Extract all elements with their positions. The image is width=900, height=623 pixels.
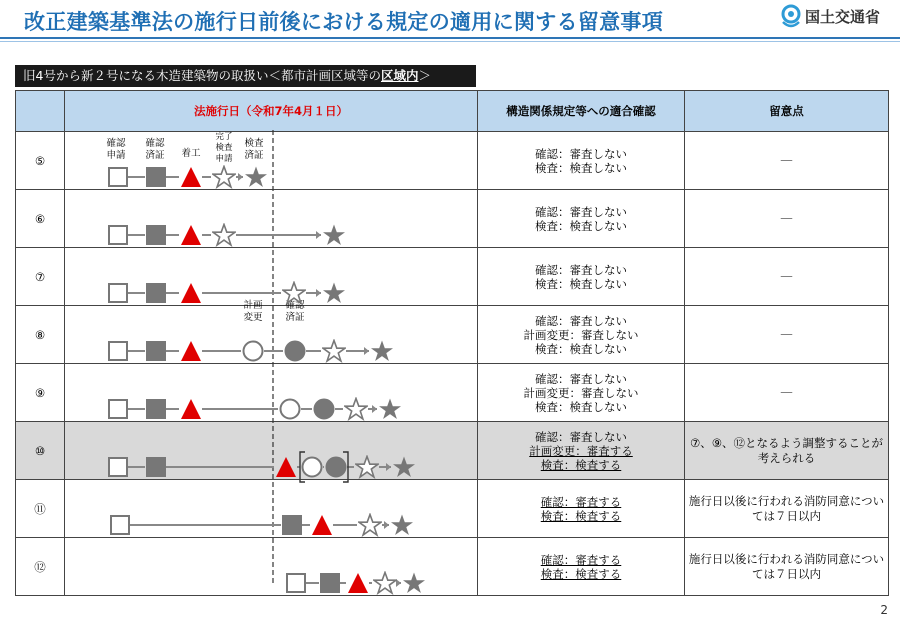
approval-square bbox=[147, 168, 165, 186]
application-square bbox=[109, 226, 127, 244]
label-approved-l1: 確認 bbox=[145, 138, 165, 149]
label-completion-l2: 検査 bbox=[215, 143, 233, 153]
conformity-line: 検査：検査しない bbox=[535, 276, 627, 291]
logo-text: 国土交通省 bbox=[805, 8, 881, 26]
note-cell: ⑦、⑨、⑫となるよう調整することが考えられる bbox=[685, 422, 889, 480]
timeline-arrowhead bbox=[372, 405, 377, 413]
timeline-arrowhead bbox=[316, 231, 321, 239]
construction-start-triangle bbox=[181, 341, 201, 361]
plan-change-circle bbox=[303, 458, 322, 477]
conformity-cell bbox=[478, 132, 685, 190]
inspection-certificate-star bbox=[371, 341, 393, 362]
section-label bbox=[15, 65, 476, 87]
timeline-arrowhead bbox=[316, 289, 321, 297]
note-cell: ― bbox=[685, 248, 889, 306]
label-completion-l3: 申請 bbox=[215, 154, 233, 164]
conformity-line: 検査：検査する bbox=[540, 457, 622, 472]
conformity-line: 確認：審査しない bbox=[535, 262, 627, 277]
inspection-certificate-star bbox=[323, 225, 345, 246]
conformity-line: 計画変更：審査しない bbox=[523, 327, 639, 342]
conformity-cell bbox=[478, 248, 685, 306]
conformity-line: 計画変更：審査する bbox=[529, 443, 633, 458]
note-cell: ― bbox=[685, 190, 889, 248]
conformity-cell bbox=[478, 306, 685, 364]
case-number: ⑥ bbox=[16, 190, 65, 248]
inspection-certificate-star bbox=[393, 457, 415, 478]
conformity-line: 検査：検査する bbox=[540, 566, 622, 581]
conformity-line: 確認：審査しない bbox=[535, 429, 627, 444]
case-number: ⑩ bbox=[16, 422, 65, 480]
inspection-certificate-star bbox=[379, 399, 401, 420]
change-approval-circle bbox=[315, 400, 334, 419]
completion-request-star bbox=[359, 515, 381, 536]
completion-request-star bbox=[345, 399, 367, 420]
mlit-logo-icon bbox=[780, 4, 802, 30]
application-square bbox=[109, 284, 127, 302]
conformity-cell bbox=[478, 480, 685, 538]
conformity-line: 確認：審査しない bbox=[535, 204, 627, 219]
section-label-prefix: 旧4号から新２号になる木造建築物の取扱い＜都市計画区域等の bbox=[23, 68, 381, 83]
inspection-certificate-star bbox=[323, 283, 345, 304]
title-rule bbox=[0, 37, 900, 39]
label-plan-change-l2: 変更 bbox=[243, 312, 263, 323]
construction-start-triangle bbox=[348, 573, 368, 593]
case-number: ⑨ bbox=[16, 364, 65, 422]
conformity-cell bbox=[478, 538, 685, 596]
header-notes: 留意点 bbox=[685, 91, 889, 132]
approval-square bbox=[147, 342, 165, 360]
timeline-arrowhead bbox=[384, 521, 389, 529]
label-plan-change-l1: 計画 bbox=[243, 300, 263, 311]
conformity-line: 確認：審査しない bbox=[535, 313, 627, 328]
completion-request-star bbox=[213, 167, 235, 188]
conformity-line: 計画変更：審査しない bbox=[523, 385, 639, 400]
label-inspected-l2: 済証 bbox=[244, 150, 264, 161]
label-approved-l2: 済証 bbox=[145, 150, 165, 161]
conformity-cell bbox=[478, 190, 685, 248]
approval-square bbox=[283, 516, 301, 534]
conformity-cell bbox=[478, 422, 685, 480]
conformity-line: 検査：検査しない bbox=[535, 341, 627, 356]
inspection-certificate-star bbox=[391, 515, 413, 536]
conformity-line: 確認：審査する bbox=[540, 552, 622, 567]
application-square bbox=[109, 458, 127, 476]
change-approval-circle bbox=[286, 342, 305, 361]
mlit-logo bbox=[780, 2, 900, 32]
section-label-emphasis: 区域内 bbox=[380, 68, 419, 83]
label-application-l1: 確認 bbox=[106, 138, 126, 149]
conformity-line: 検査：検査しない bbox=[535, 399, 627, 414]
page-number: 2 bbox=[880, 603, 888, 617]
title-rule-thin bbox=[0, 41, 900, 42]
completion-request-star bbox=[323, 341, 345, 362]
application-square bbox=[109, 168, 127, 186]
note-cell: ― bbox=[685, 132, 889, 190]
case-number: ⑧ bbox=[16, 306, 65, 364]
conformity-line: 検査：検査しない bbox=[535, 218, 627, 233]
page-title: 改正建築基準法の施行日前後における規定の適用に関する留意事項 bbox=[24, 10, 663, 34]
approval-square bbox=[147, 400, 165, 418]
case-number: ⑪ bbox=[16, 480, 65, 538]
plan-change-circle bbox=[281, 400, 300, 419]
conformity-line: 検査：検査しない bbox=[535, 160, 627, 175]
label-application-l2: 申請 bbox=[106, 150, 126, 161]
header-case bbox=[16, 91, 65, 132]
note-cell: 施行日以後に行われる消防同意については７日以内 bbox=[685, 480, 889, 538]
construction-start-triangle bbox=[181, 225, 201, 245]
case-number: ⑦ bbox=[16, 248, 65, 306]
timeline-diagram bbox=[64, 130, 477, 586]
change-approval-circle bbox=[327, 458, 346, 477]
application-square bbox=[109, 400, 127, 418]
label-completion-l1: 完了 bbox=[215, 132, 233, 142]
label-start: 着工 bbox=[181, 148, 201, 159]
construction-start-triangle bbox=[181, 283, 201, 303]
completion-request-star bbox=[213, 225, 235, 246]
conformity-cell bbox=[478, 364, 685, 422]
construction-start-triangle bbox=[312, 515, 332, 535]
approval-square bbox=[147, 226, 165, 244]
conformity-line: 確認：審査しない bbox=[535, 371, 627, 386]
timeline-arrowhead bbox=[386, 463, 391, 471]
inspection-certificate-star bbox=[245, 167, 267, 188]
label-change-approved-l2: 済証 bbox=[285, 312, 305, 323]
case-number: ⑤ bbox=[16, 132, 65, 190]
application-square bbox=[287, 574, 305, 592]
case-number: ⑫ bbox=[16, 538, 65, 596]
conformity-line: 確認：審査しない bbox=[535, 146, 627, 161]
approval-square bbox=[147, 284, 165, 302]
approval-square bbox=[321, 574, 339, 592]
conformity-line: 検査：検査する bbox=[540, 508, 622, 523]
timeline-arrowhead bbox=[238, 173, 243, 181]
label-change-approved-l1: 確認 bbox=[285, 300, 305, 311]
timeline-arrowhead bbox=[364, 347, 369, 355]
header-conformity: 構造関係規定等への適合確認 bbox=[478, 91, 685, 132]
conformity-line: 確認：審査する bbox=[540, 494, 622, 509]
application-square bbox=[109, 342, 127, 360]
header-law-date: 法施行日（令和7年4月１日） bbox=[65, 91, 478, 132]
construction-start-triangle bbox=[276, 457, 296, 477]
completion-request-star bbox=[356, 457, 378, 478]
plan-change-circle bbox=[244, 342, 263, 361]
approval-square bbox=[147, 458, 165, 476]
application-square bbox=[111, 516, 129, 534]
note-cell: ― bbox=[685, 306, 889, 364]
label-inspected-l1: 検査 bbox=[244, 138, 264, 149]
section-label-suffix: ＞ bbox=[418, 68, 431, 83]
note-cell: 施行日以後に行われる消防同意については７日以内 bbox=[685, 538, 889, 596]
note-cell: ― bbox=[685, 364, 889, 422]
construction-start-triangle bbox=[181, 167, 201, 187]
construction-start-triangle bbox=[181, 399, 201, 419]
